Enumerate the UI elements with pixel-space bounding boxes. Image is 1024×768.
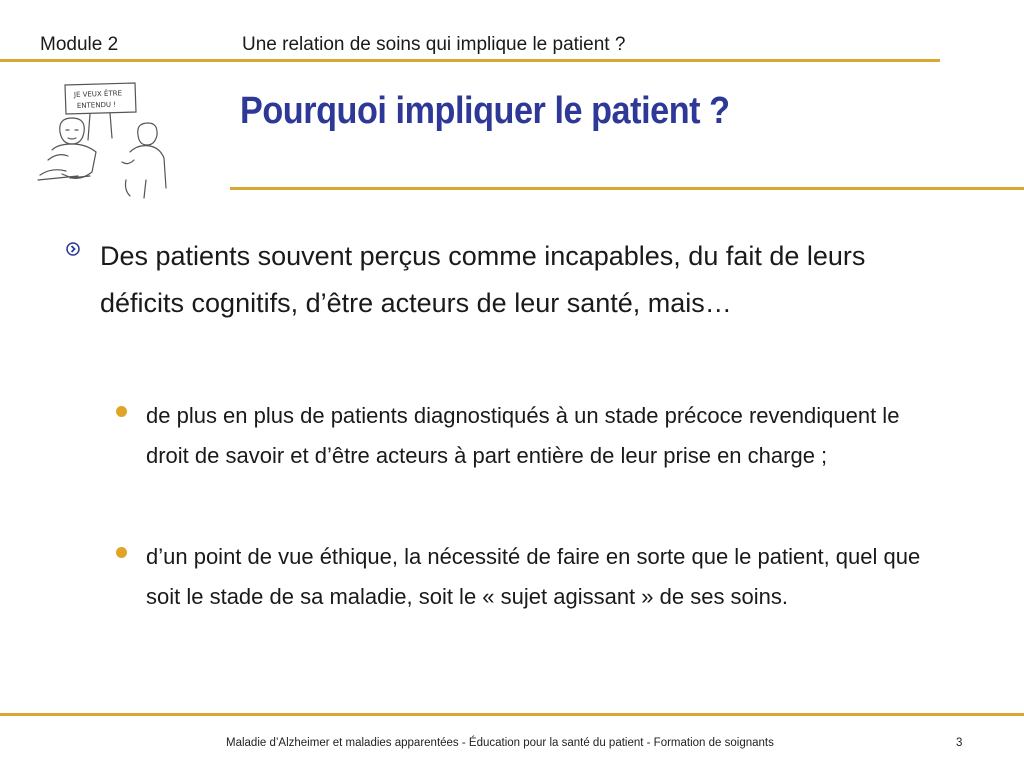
sign-text-line2: ENTENDU ! — [76, 100, 117, 110]
patient-illustration — [30, 80, 210, 200]
sub-bullet — [116, 537, 936, 617]
title-divider — [230, 187, 1024, 190]
sign-text-line1: JE VEUX ÊTRE — [73, 89, 123, 99]
footer-text: Maladie d’Alzheimer et maladies apparentées - Éducation pour la santé du patient - Formation de soignants — [226, 737, 774, 749]
main-bullet-text: Des patients souvent perçus comme incapables, du fait de leurs déficits cognitifs, d’être acteurs de leur santé, mais… — [100, 241, 866, 318]
top-divider — [0, 59, 940, 62]
slide-title: Pourquoi impliquer le patient ? — [240, 90, 730, 132]
bottom-divider — [0, 713, 1024, 716]
sub-bullet-text: d’un point de vue éthique, la nécessité de faire en sorte que le patient, quel que soit le stade de sa maladie, soit le « sujet agissant » de ses soins. — [146, 544, 921, 609]
bullet-dot-icon — [116, 406, 127, 417]
bullet-dot-icon — [116, 547, 127, 558]
main-bullet — [66, 233, 946, 327]
chevron-right-icon — [66, 242, 80, 256]
header-module: Module 2 — [40, 34, 119, 55]
page-number: 3 — [956, 737, 963, 749]
sub-bullet-text: de plus en plus de patients diagnostiqués à un stade précoce revendiquent le droit de savoir et d’être acteurs à part entière de leur prise en charge ; — [146, 403, 900, 468]
header-title: Une relation de soins qui implique le patient ? — [242, 34, 626, 55]
sub-bullet — [116, 396, 936, 476]
